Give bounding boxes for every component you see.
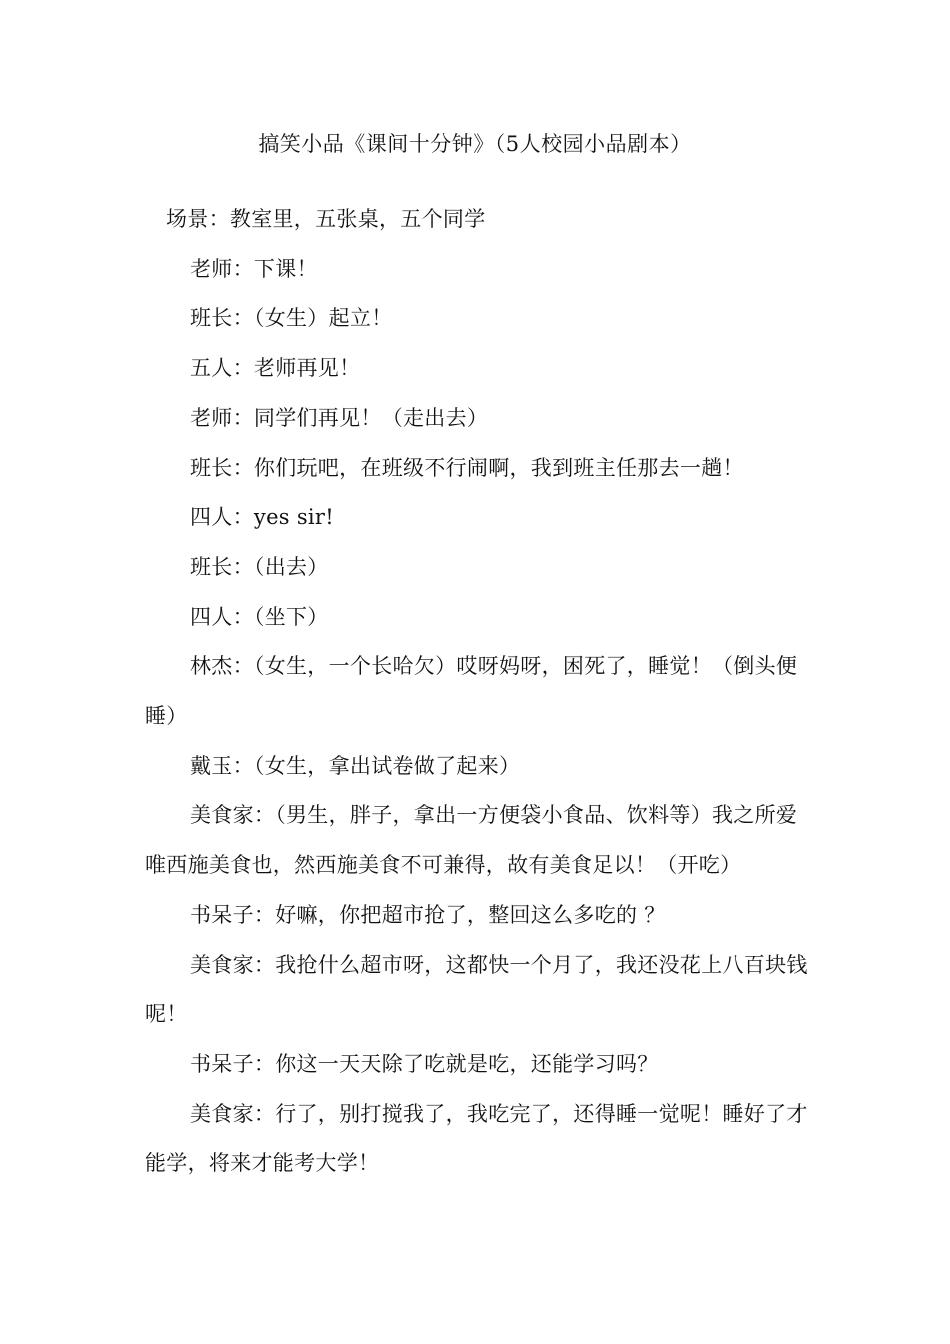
- scene-line: 场景：教室里，五张桌，五个同学: [166, 207, 486, 231]
- dialogue-line: 四人：yes sir!: [190, 505, 335, 530]
- dialogue-line: 林杰：（女生，一个长哈欠）哎呀妈呀，困死了，睡觉！（倒头便睡）: [145, 654, 798, 729]
- dialogue-line: 书呆子：你这一天天除了吃就是吃，还能学习吗？: [190, 1051, 659, 1076]
- dialogue-line: 老师：下课！: [190, 256, 318, 281]
- dialogue-line: 四人：（坐下）: [190, 604, 329, 629]
- dialogue-line: 书呆子：好嘛，你把超市抢了，整回这么多吃的 ？: [190, 902, 666, 927]
- script-body: [145, 195, 810, 1189]
- dialogue-line: 老师：同学们再见！（走出去）: [190, 405, 489, 430]
- dialogue-line: 戴玉：（女生，拿出试卷做了起来）: [190, 753, 521, 778]
- dialogue-line: 班长：（女生）起立！: [190, 306, 393, 331]
- dialogue-line: 五人：老师再见！: [190, 356, 361, 381]
- document-title: 搞笑小品《课间十分钟》（5人校园小品剧本）: [258, 132, 692, 156]
- dialogue-line: 美食家：行了，别打搅我了，我吃完了，还得睡一觉呢！睡好了才能学，将来才能考大学！: [145, 1101, 808, 1176]
- dialogue-line: 班长：（出去）: [190, 554, 329, 579]
- dialogue-line: 美食家：我抢什么超市呀，这都快一个月了，我还没花上八百块钱呢！: [145, 952, 808, 1027]
- dialogue-line: 班长：你们玩吧，在班级不行闹啊，我到班主任那去一趟！: [190, 455, 744, 480]
- dialogue-line: 美食家：（男生，胖子，拿出一方便袋小食品、饮料等）我之所爱唯西施美食也，然西施美食不可兼得，故有美食足以！（开吃）: [145, 803, 798, 878]
